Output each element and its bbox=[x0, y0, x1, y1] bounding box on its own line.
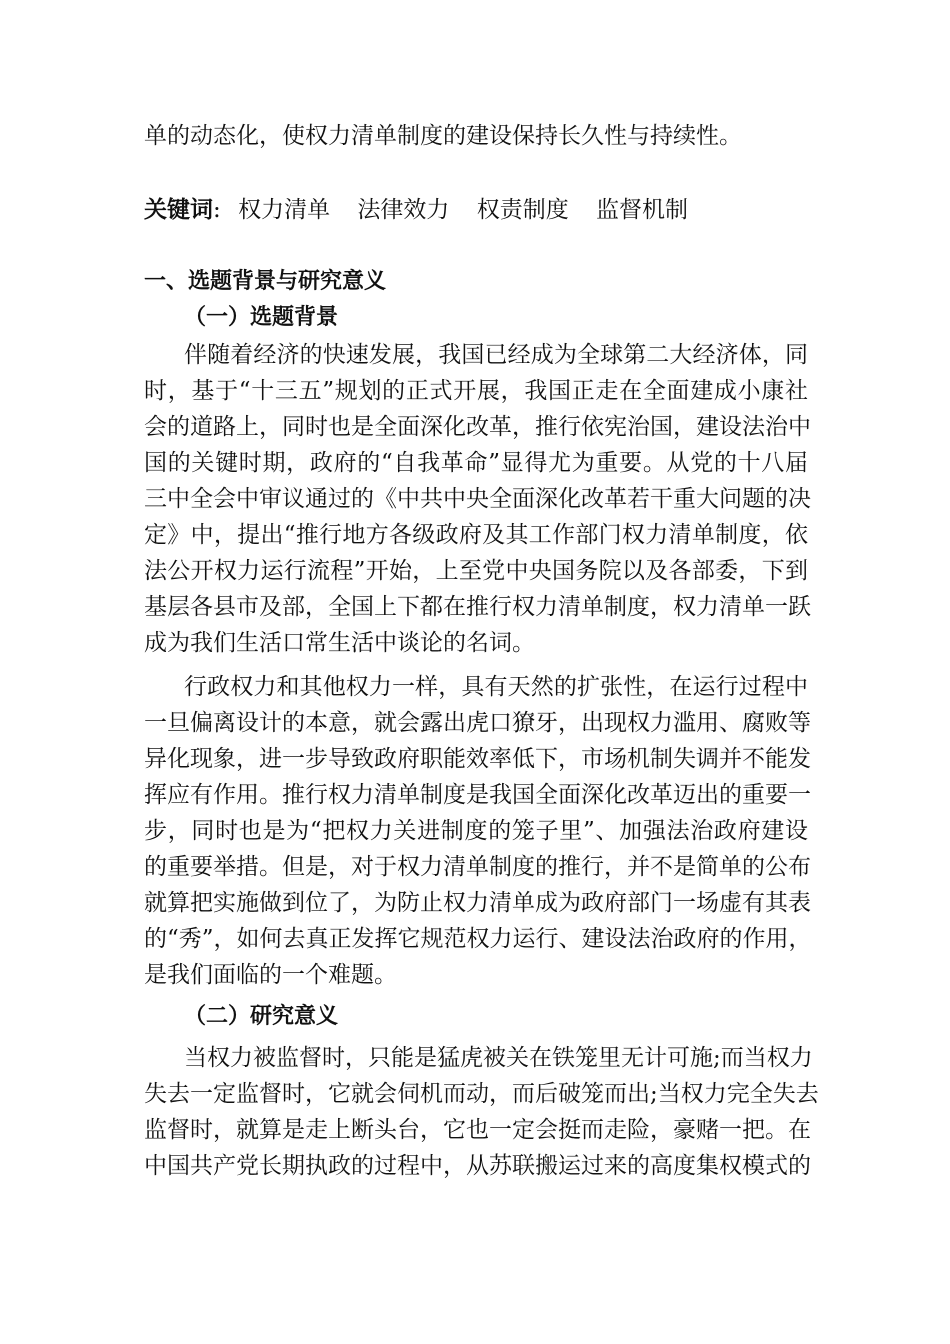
paragraph-line: 会的道路上，同时也是全面深化改革，推行依宪治国，建设法治中 bbox=[144, 414, 811, 440]
paragraph-line: 的“秀”，如何去真正发挥它规范权力运行、建设法治政府的作用， bbox=[144, 926, 812, 952]
keywords-line bbox=[144, 192, 808, 228]
paragraph-line: 挥应有作用。推行权力清单制度是我国全面深化改革迈出的重要一 bbox=[144, 782, 811, 808]
paragraph-line: 就算把实施做到位了，为防止权力清单成为政府部门一场虚有其表 bbox=[144, 890, 811, 916]
paragraph-line: 法公开权力运行流程”开始，上至党中央国务院以及各部委，下到 bbox=[144, 558, 808, 584]
paragraph-line: 的重要举措。但是，对于权力清单制度的推行，并不是简单的公布 bbox=[144, 854, 811, 880]
paragraph-line: 三中全会中审议通过的《中共中央全面深化改革若干重大问题的决 bbox=[144, 486, 811, 512]
paragraph-line: 一旦偏离设计的本意，就会露出虎口獠牙，出现权力滥用、腐败等 bbox=[144, 710, 811, 736]
paragraph-line: 国的关键时期，政府的“自我革命”显得尤为重要。从党的十八届 bbox=[144, 450, 808, 476]
keywords-separator: : bbox=[213, 197, 221, 223]
intro-line: 单的动态化，使权力清单制度的建设保持长久性与持续性。 bbox=[144, 123, 742, 149]
keyword-item: 权责制度 bbox=[476, 197, 569, 223]
paragraph-line: 中国共产党长期执政的过程中，从苏联搬运过来的高度集权模式的 bbox=[144, 1153, 811, 1179]
section-heading: 一、选题背景与研究意义 bbox=[144, 269, 387, 294]
keywords-label: 关键词 bbox=[144, 197, 213, 223]
paragraph-line: 异化现象，进一步导致政府职能效率低下，市场机制失调并不能发 bbox=[144, 746, 811, 772]
paragraph-line: 行政权力和其他权力一样，具有天然的扩张性，在运行过程中 bbox=[184, 674, 808, 700]
paragraph-line: 基层各县市及部，全国上下都在推行权力清单制度，权力清单一跃 bbox=[144, 594, 811, 620]
keyword-item: 监督机制 bbox=[596, 197, 688, 223]
paragraph-line: 伴随着经济的快速发展，我国已经成为全球第二大经济体，同 bbox=[184, 342, 808, 368]
keyword-item: 法律效力 bbox=[357, 197, 450, 223]
paragraph-line: 成为我们生活口常生活中谈论的名词。 bbox=[144, 630, 535, 656]
paragraph-line: 步，同时也是为“把权力关进制度的笼子里”、加强法治政府建设 bbox=[144, 818, 808, 844]
subsection-heading: （一）选题背景 bbox=[184, 305, 339, 330]
paragraph-line: 是我们面临的一个难题。 bbox=[144, 962, 397, 988]
subsection-heading: （二）研究意义 bbox=[184, 1004, 339, 1029]
paragraph-line: 监督时，就算是走上断头台，它也一定会挺而走险，豪赌一把。在 bbox=[144, 1117, 811, 1143]
paragraph-line: 时，基于“十三五”规划的正式开展，我国正走在全面建成小康社 bbox=[144, 378, 808, 404]
paragraph-line: 定》中，提出“推行地方各级政府及其工作部门权力清单制度，依 bbox=[144, 522, 808, 548]
keyword-item: 权力清单 bbox=[238, 197, 331, 223]
paragraph-line: 失去一定监督时，它就会伺机而动，而后破笼而出;当权力完全失去 bbox=[144, 1081, 819, 1107]
paragraph-line: 当权力被监督时，只能是猛虎被关在铁笼里无计可施;而当权力 bbox=[184, 1045, 813, 1071]
